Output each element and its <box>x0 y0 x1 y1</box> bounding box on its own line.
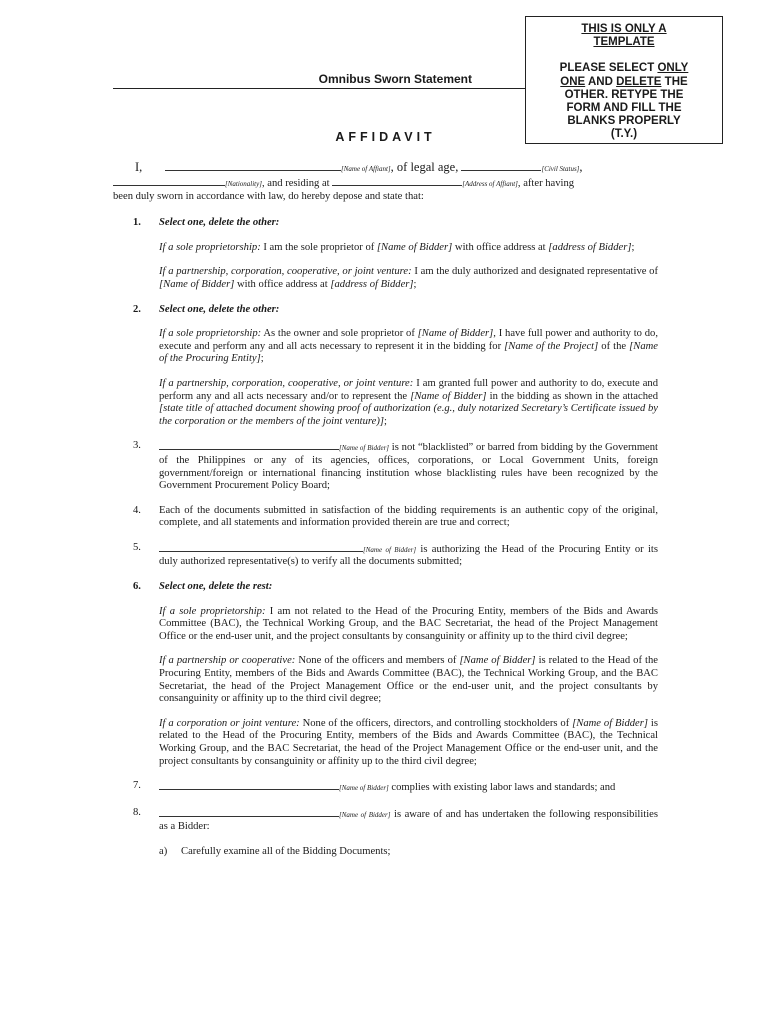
notice-line-8: (T.Y.) <box>610 128 638 141</box>
title-rule <box>113 88 526 89</box>
item-7: 7. [Name of Bidder] complies with existing labor laws and standards; and <box>133 780 616 794</box>
notice-line-3: PLEASE SELECT ONLY <box>559 62 689 75</box>
item-6: 6. Select one, delete the rest: If a sole proprietorship: I am not related to the Head of the Procuring Entity, members of the Bids and Awards Committee (BAC), the Technical Working Group, and the BAC Secretariat, the head of the Project Management Office or the end-user unit, and the project consultants by consanguinity or affinity up to the third civil degree; If a partnership or cooperative: None of the officers and members of [Name of Bidder] is related to the Head of the Procuring Entity, members of the Bids and Awards Committee (BAC), the Technical Working Group, and the BAC Secretariat, the head of the Project Management Office or the end-user unit, and the project consultants by consanguinity or affinity up to the third civil degree; If a corporation or joint venture: None of the officers, directors, and controlling stockholders of [Name of Bidder] is related to the Head of the Procuring Entity, members of the Bids and Awards Committee (BAC), the Technical Working Group, and the BAC Secretariat, the head of the Project Management Office or the end-user unit, and the project consultants by consanguinity or affinity up to the third civil degree; <box>133 581 658 767</box>
notice-line-2: TEMPLATE <box>593 36 655 49</box>
item-8: 8. [Name of Bidder] is aware of and has undertaken the following responsibilities as a Bidder: a) Carefully examine all of the Bidding Documents; <box>133 806 658 857</box>
name-affiant-placeholder: [Name of Affiant] <box>341 165 391 173</box>
item-2: 2. Select one, delete the other: If a sole proprietorship: As the owner and sole proprietor of [Name of Bidder], I have full power and authority to do, execute and perform any and all acts necessary to represent it in the bidding for [Name of the Project] of the [Name of the Procuring Entity]; If a partnership, corporation, cooperative, or joint venture: I am granted full power and authority to do, execute and perform any and all acts necessary and/or to represent the [Name of Bidder] in the bidding as shown in the attached [state title of attached document showing proof of authorization (e.g., duly notarized Secretary’s Certificate issued by the corporation or the members of the joint venture)]; <box>133 303 659 427</box>
name-bidder-placeholder: [Name of Bidder] <box>339 784 389 793</box>
template-notice-box <box>525 16 723 144</box>
item-1: 1. Select one, delete the other: If a sole proprietorship: I am the sole proprietor of [Name of Bidder] with office address at [address of Bidder]; If a partnership, corporation, cooperative, or joint venture: I am the duly authorized and designated representative of [Name of Bidder] with office address at [address of Bidder]; <box>133 217 659 290</box>
name-bidder-placeholder: [Name of Bidder] <box>339 810 391 819</box>
name-bidder-placeholder: [Name of Bidder] <box>339 444 390 453</box>
item-8-sub-a: a) Carefully examine all of the Bidding Documents; <box>159 845 391 857</box>
notice-line-7: BLANKS PROPERLY <box>567 115 681 128</box>
item-5: 5. [Name of Bidder] is authorizing the Head of the Procuring Entity or its duly authorized representative(s) to verify all the documents submitted; <box>133 541 658 568</box>
notice-line-6: FORM AND FILL THE <box>566 102 682 115</box>
item-3: 3. [Name of Bidder] is not “blacklisted” or barred from bidding by the Government of the Philippines or any of its agencies, offices, corporations, or Local Government Units, foreign government/foreign or international financing institution whose blacklisting rules have been recognized by the Government Procurement Policy Board; <box>133 440 658 492</box>
name-bidder-placeholder: [Name of Bidder] <box>363 545 417 554</box>
nationality-placeholder: [Nationality] <box>225 180 262 188</box>
affidavit-body <box>113 160 658 859</box>
affidavit-heading: AFFIDAVIT <box>335 130 436 144</box>
notice-line-5: OTHER. RETYPE THE <box>564 88 684 101</box>
intro-paragraph: I, [Name of Affiant], of legal age, [Civil Status], [Nationality], and residing at [Address of Affiant], after having been duly sworn in accordance with law, do hereby depose and state that: <box>113 160 583 202</box>
civil-status-placeholder: [Civil Status] <box>541 165 580 173</box>
address-affiant-placeholder: [Address of Affiant] <box>462 180 518 188</box>
notice-line-4: ONE AND DELETE THE <box>560 75 688 88</box>
document-title: Omnibus Sworn Statement <box>318 72 472 86</box>
notice-line-1: THIS IS ONLY A <box>581 23 667 35</box>
item-4: 4. Each of the documents submitted in satisfaction of the bidding requirements is an authentic copy of the original, complete, and all statements and information provided therein are true and correct; <box>133 504 658 529</box>
